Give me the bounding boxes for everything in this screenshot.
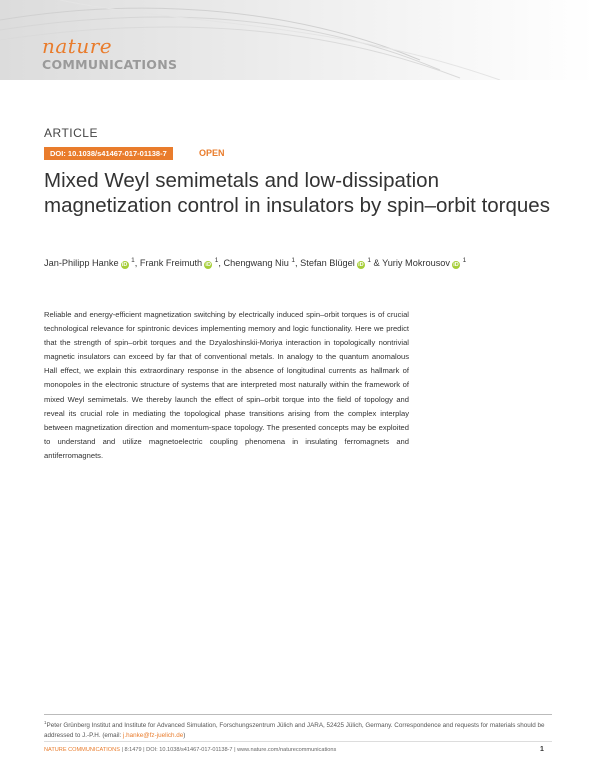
author-separator: , <box>134 258 140 269</box>
author-name[interactable]: Yuriy Mokrousov <box>382 258 450 269</box>
orcid-icon[interactable]: iD <box>121 262 128 269</box>
footer-journal-name: NATURE COMMUNICATIONS <box>44 747 120 753</box>
footnote-text: Peter Grünberg Institut and Institute for Advanced Simulation, Forschungszentrum Jülich and JARA, 52425 Jülich, Germany. Correspondence and requests for materials should be addressed to J.-P.H. (email: <box>44 722 545 739</box>
orcid-icon[interactable]: iD <box>453 262 459 269</box>
article-title: Mixed Weyl semimetals and low-dissipation magnetization control in insulators by spin–orbit torques <box>44 169 550 217</box>
correspondence-email-link[interactable]: j.hanke@fz-juelich.de <box>122 731 184 739</box>
author-name[interactable]: Jan-Philipp Hanke <box>44 258 119 269</box>
footer-doi: | DOI: 10.1038/s41467-017-01138-7 | <box>143 747 238 753</box>
open-access-label: OPEN <box>199 148 225 158</box>
author-name[interactable]: Chengwang Niu <box>223 258 289 269</box>
footer-volume: | 8:1479 <box>119 747 144 753</box>
author-affiliation-marker: 1 <box>214 257 219 264</box>
author-separator: , <box>295 258 301 269</box>
page-footer <box>44 747 336 753</box>
affiliation-footnote <box>44 718 554 740</box>
author-affiliation-marker: 1 <box>462 257 467 264</box>
footer-divider <box>44 741 552 742</box>
page-number: 1 <box>540 746 544 753</box>
abstract: Reliable and energy-efficient magnetization switching by electrically induced spin–orbit torques is of crucial technological relevance for spintronic devices implementing memory and logic functionality. Here we predict that the strength of spin–orbit torques and the Dzyaloshinskii-Moriya interaction in topologically nontrivial magnetic insulators can exceed by far that of conventional metals. In analogy to the quantum anomalous Hall effect, we explain this extraordinary response in the absence of longitudinal currents as hallmark of monopoles in the electronic structure of systems that are interpreted most naturally within the framework of mixed Weyl semimetals. We thereby launch the effect of spin–orbit torque into the field of topology and reveal its crucial role in mediating the topological phase transitions arising from the complex interplay between magnetization direction and momentum-space topology. The presented concepts may be exploited to understand and utilize magnetoelectric coupling phenomena in insulating ferromagnets and antiferromagnets. <box>44 310 409 460</box>
footnote-close: ) <box>183 731 186 739</box>
footnote-marker: 1 <box>44 720 47 725</box>
author-name[interactable]: Frank Freimuth <box>139 258 203 269</box>
author-name[interactable]: Stefan Blügel <box>300 258 355 269</box>
footnote-divider <box>44 714 552 715</box>
journal-logo-nature: nature <box>42 34 113 58</box>
doi-badge[interactable]: DOI: 10.1038/s41467-017-01138-7 <box>44 147 173 160</box>
author-affiliation-marker: 1 <box>367 257 371 264</box>
orcid-icon[interactable]: iD <box>358 262 364 269</box>
footer-site-link[interactable]: www.nature.com/naturecommunications <box>237 747 337 753</box>
author-separator: , <box>218 258 224 269</box>
article-type-label: ARTICLE <box>44 126 98 140</box>
author-separator: & <box>371 258 383 269</box>
author-affiliation-marker: 1 <box>291 257 296 264</box>
author-list <box>44 257 564 269</box>
orcid-icon[interactable]: iD <box>205 262 211 269</box>
journal-logo-communications: COMMUNICATIONS <box>42 57 178 72</box>
journal-header-band <box>0 0 595 80</box>
author-affiliation-marker: 1 <box>131 257 135 264</box>
